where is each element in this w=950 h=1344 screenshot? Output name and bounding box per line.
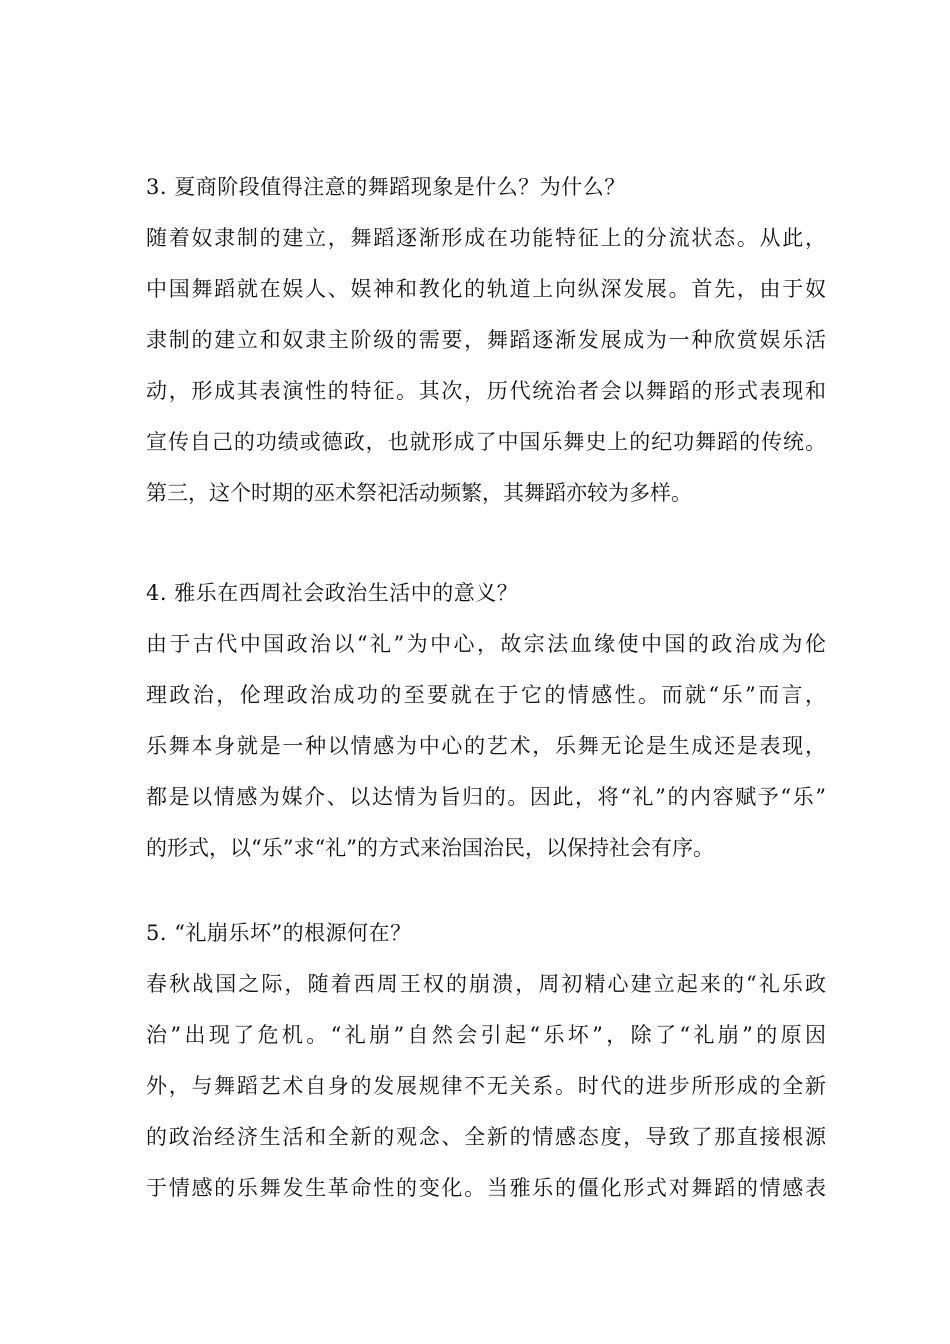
question-heading-4: 4. 雅乐在西周社会政治生活中的意义？ [146,581,519,605]
answer-line: 的政治经济生活和全新的观念、全新的情感态度，导致了那直接根源 [146,1125,826,1149]
answer-line: 外，与舞蹈艺术自身的发展规律不无关系。时代的进步所形成的全新 [146,1074,826,1098]
answer-line: 由于古代中国政治以“礼”为中心，故宗法血缘使中国的政治成为伦 [146,632,826,656]
answer-line: 随着奴隶制的建立，舞蹈逐渐形成在功能特征上的分流状态。从此， [146,226,826,250]
question-heading-5: 5. “礼崩乐坏”的根源何在？ [146,921,412,945]
answer-line: 都是以情感为媒介、以达情为旨归的。因此，将“礼”的内容赋予“乐” [146,785,826,809]
answer-line: 中国舞蹈就在娱人、娱神和教化的轨道上向纵深发展。首先，由于奴 [146,277,826,301]
answer-line: 乐舞本身就是一种以情感为中心的艺术，乐舞无论是生成还是表现， [146,734,826,758]
answer-line: 春秋战国之际，随着西周王权的崩溃，周初精心建立起来的“礼乐政 [146,972,826,996]
question-heading-3: 3. 夏商阶段值得注意的舞蹈现象是什么？为什么？ [146,175,626,199]
answer-line: 理政治，伦理政治成功的至要就在于它的情感性。而就“乐”而言， [146,683,826,707]
answer-line: 于情感的乐舞发生革命性的变化。当雅乐的僵化形式对舞蹈的情感表 [146,1176,826,1200]
answer-line: 第三，这个时期的巫术祭祀活动频繁，其舞蹈亦较为多样。 [146,481,692,505]
answer-line: 动，形成其表演性的特征。其次，历代统治者会以舞蹈的形式表现和 [146,379,826,403]
answer-line: 宣传自己的功绩或德政，也就形成了中国乐舞史上的纪功舞蹈的传统。 [146,430,826,454]
answer-line: 治”出现了危机。“礼崩”自然会引起“乐坏”，除了“礼崩”的原因 [146,1023,826,1047]
answer-line: 的形式，以“乐”求“礼”的方式来治国治民，以保持社会有序。 [146,836,714,860]
answer-line: 隶制的建立和奴隶主阶级的需要，舞蹈逐渐发展成为一种欣赏娱乐活 [146,328,826,352]
